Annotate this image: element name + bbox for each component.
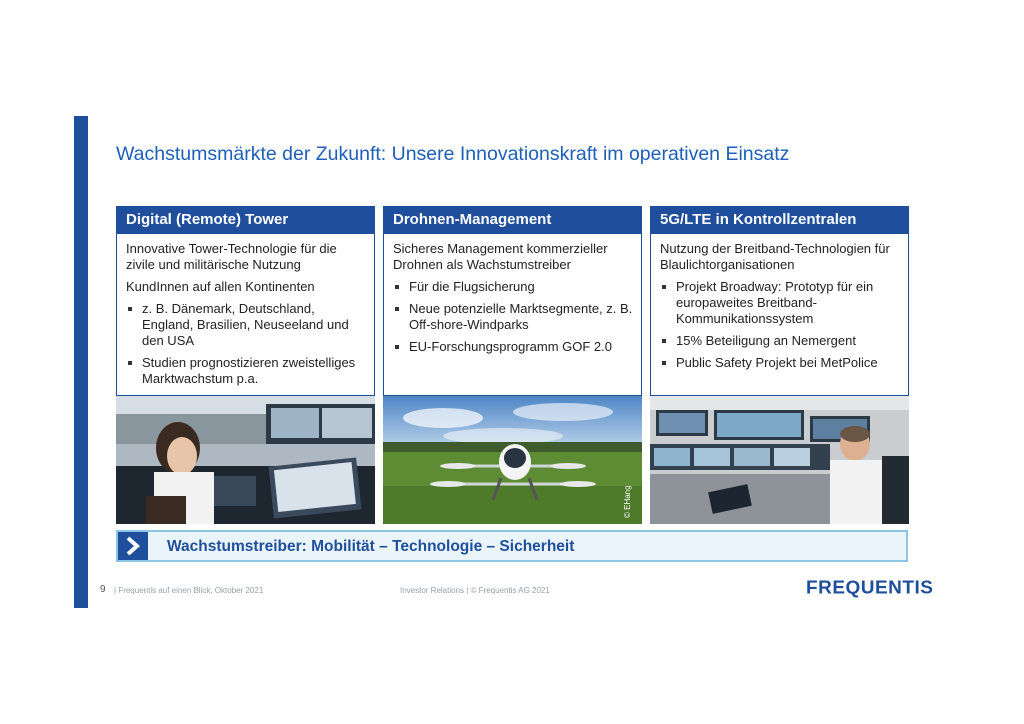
column-header: 5G/LTE in Kontrollzentralen (650, 206, 909, 234)
column-intro: Sicheres Management kommerzieller Drohnen als Wachstumstreiber (393, 241, 608, 272)
column-5g-lte (650, 206, 909, 524)
slide-title: Wachstumsmärkte der Zukunft: Unsere Innovationskraft im operativen Einsatz (116, 143, 790, 165)
column-intro: Nutzung der Breitband-Technologien für Blaulichtorganisationen (660, 241, 890, 272)
page-number: 9 (100, 584, 106, 595)
column-digital-tower (116, 206, 375, 524)
column-header: Drohnen-Management (383, 206, 642, 234)
bullet-item: Public Safety Projekt bei MetPolice (660, 355, 902, 371)
frequentis-logo: FREQUENTIS (806, 578, 934, 599)
footer-left-text: | Frequentis auf einen Blick, Oktober 2021 (114, 586, 264, 595)
column-body (383, 234, 642, 396)
bullet-list (126, 301, 368, 387)
photo-credit: © EHang (623, 485, 632, 518)
column-drone-management (383, 206, 642, 524)
column-header: Digital (Remote) Tower (116, 206, 375, 234)
column-subheading: KundInnen auf allen Kontinenten (126, 279, 315, 294)
bullet-item: Für die Flugsicherung (393, 279, 635, 295)
column-body (116, 234, 375, 396)
banner-text: Wachstumstreiber: Mobilität – Technologie – Sicherheit (167, 538, 575, 555)
bullet-item: EU-Forschungsprogramm GOF 2.0 (393, 339, 635, 355)
accent-bar (74, 116, 88, 608)
bullet-list (393, 279, 635, 355)
bullet-item: Studien prognostizieren zweistelliges Marktwachstum p.a. (126, 355, 368, 387)
footer-center-text: Investor Relations | © Frequentis AG 2021 (400, 586, 550, 595)
bullet-item: 15% Beteiligung an Nemergent (660, 333, 902, 349)
bullet-item: z. B. Dänemark, Deutschland, England, Brasilien, Neuseeland und den USA (126, 301, 368, 349)
photo-drone (383, 396, 642, 524)
photo-control-center (650, 396, 909, 524)
bullet-item: Neue potenzielle Marktsegmente, z. B. Off-shore-Windparks (393, 301, 635, 333)
column-body (650, 234, 909, 396)
bullet-list (660, 279, 902, 371)
column-intro: Innovative Tower-Technologie für die zivile und militärische Nutzung (126, 241, 337, 272)
bullet-item: Projekt Broadway: Prototyp für ein europaweites Breitband-Kommunikationssystem (660, 279, 902, 327)
photo-remote-tower (116, 396, 375, 524)
chevron-right-icon (118, 532, 148, 560)
growth-drivers-banner (116, 530, 908, 562)
